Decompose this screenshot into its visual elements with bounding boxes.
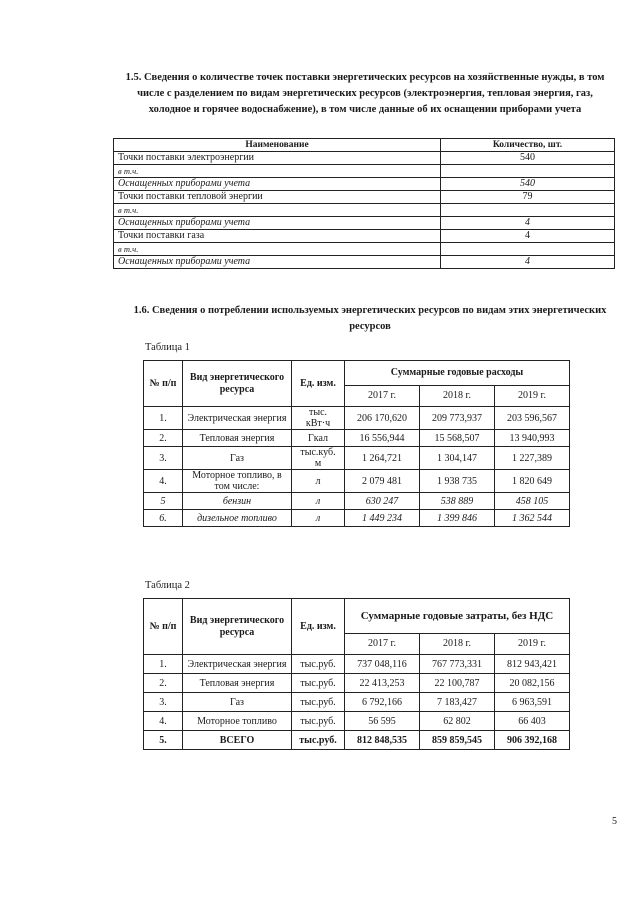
cell-value: 1 227,389 [495,447,570,470]
section-1-6-title: 1.6. Сведения о потреблении используемых энергетических ресурсов по видам этих энергетических ресурсов [133,305,607,332]
cell-unit: тыс.руб. [292,712,345,731]
cell-unit: тыс. кВт·ч [292,407,345,430]
cell-value: 203 596,567 [495,407,570,430]
cell-value: 812 943,421 [494,655,569,674]
table-row [144,470,570,493]
header-year: 2018 г. [419,634,494,655]
table-row [114,243,615,256]
cell-value: 812 848,535 [345,731,420,750]
cell-value: 66 403 [494,712,569,731]
cell-value: 737 048,116 [345,655,420,674]
cell-value: 906 392,168 [494,731,569,750]
cell-num: 6. [144,510,183,527]
cell-type: Электрическая энергия [183,655,292,674]
table-2-caption: Таблица 2 [145,580,190,591]
cell-type: ВСЕГО [183,731,292,750]
header-unit: Ед. изм. [292,361,345,407]
table-row [114,230,615,243]
header-type: Вид энергетического ресурса [183,599,292,655]
cell-value: 767 773,331 [419,655,494,674]
table-row [114,256,615,269]
header-sum: Суммарные годовые затраты, без НДС [345,599,570,634]
cell-value: 13 940,993 [495,430,570,447]
table-row [114,217,615,230]
row-qty: 540 [441,178,615,191]
row-qty: 540 [441,152,615,165]
column-header-name: Наименование [114,139,441,152]
cell-value: 1 264,721 [345,447,420,470]
cell-type: дизельное топливо [183,510,292,527]
cell-unit: тыс.руб. [292,731,345,750]
row-name: Оснащенных приборами учета [114,178,441,191]
header-num: № п/п [144,361,183,407]
table-row [114,165,615,178]
cell-unit: л [292,493,345,510]
table-row [144,510,570,527]
header-unit: Ед. изм. [292,599,345,655]
cell-num: 4. [144,470,183,493]
cell-type: Газ [183,693,292,712]
row-name: Точки поставки тепловой энергии [114,191,441,204]
table-row [144,493,570,510]
cell-value: 6 963,591 [494,693,569,712]
cell-unit: тыс.куб. м [292,447,345,470]
cell-num: 3. [144,693,183,712]
cell-value: 458 105 [495,493,570,510]
table-row [144,407,570,430]
cell-type: Газ [183,447,292,470]
cell-num: 5. [144,731,183,750]
cell-unit: л [292,470,345,493]
cell-value: 1 362 544 [495,510,570,527]
cell-num: 1. [144,655,183,674]
consumption-table [143,360,570,527]
cell-unit: Гкал [292,430,345,447]
table-1-caption: Таблица 1 [145,342,190,353]
cell-value: 2 079 481 [345,470,420,493]
cell-unit: л [292,510,345,527]
cell-unit: тыс.руб. [292,693,345,712]
row-name: Оснащенных приборами учета [114,256,441,269]
costs-table [143,598,570,750]
cell-type: Моторное топливо, в том числе: [183,470,292,493]
cell-num: 2. [144,674,183,693]
header-year: 2019 г. [495,386,570,407]
header-sum: Суммарные годовые расходы [345,361,570,386]
cell-num: 4. [144,712,183,731]
table-row [114,152,615,165]
cell-value: 1 938 735 [420,470,495,493]
cell-type: Моторное топливо [183,712,292,731]
cell-value: 7 183,427 [419,693,494,712]
cell-value: 1 399 846 [420,510,495,527]
row-qty [441,165,615,178]
cell-num: 5 [144,493,183,510]
cell-value: 6 792,166 [345,693,420,712]
page-number: 5 [612,816,617,827]
cell-value: 22 100,787 [419,674,494,693]
cell-unit: тыс.руб. [292,674,345,693]
cell-value: 62 802 [419,712,494,731]
cell-value: 15 568,507 [420,430,495,447]
header-year: 2018 г. [420,386,495,407]
table-row [144,655,570,674]
cell-value: 859 859,545 [419,731,494,750]
cell-value: 1 820 649 [495,470,570,493]
table-row [144,674,570,693]
table-row [144,447,570,470]
row-qty: 79 [441,191,615,204]
cell-value: 538 889 [420,493,495,510]
table-row [114,178,615,191]
column-header-qty: Количество, шт. [441,139,615,152]
table-row [144,712,570,731]
cell-num: 3. [144,447,183,470]
row-name: Точки поставки газа [114,230,441,243]
cell-value: 209 773,937 [420,407,495,430]
cell-type: Электрическая энергия [183,407,292,430]
row-qty: 4 [441,217,615,230]
cell-type: Тепловая энергия [183,430,292,447]
cell-value: 1 449 234 [345,510,420,527]
row-name: в т.ч. [114,243,441,256]
header-num: № п/п [144,599,183,655]
cell-value: 22 413,253 [345,674,420,693]
table-row [144,430,570,447]
cell-value: 630 247 [345,493,420,510]
header-year: 2017 г. [345,386,420,407]
cell-value: 56 595 [345,712,420,731]
row-name: в т.ч. [114,165,441,178]
section-1-5-title: 1.5. Сведения о количестве точек поставки энергетических ресурсов на хозяйственные нужды, в том числе с разделением по видам энергетических ресурсов (электроэнергия, тепловая энергия, газ, холодное и горячее водоснабжение), в том числе данные об их оснащении приборами учета [125,72,605,115]
cell-unit: тыс.руб. [292,655,345,674]
cell-num: 2. [144,430,183,447]
row-qty [441,204,615,217]
table-row [114,191,615,204]
cell-num: 1. [144,407,183,430]
row-qty: 4 [441,230,615,243]
supply-points-table [113,138,615,269]
header-year: 2019 г. [494,634,569,655]
cell-value: 20 082,156 [494,674,569,693]
table-row [144,693,570,712]
row-qty [441,243,615,256]
table-row-total [144,731,570,750]
table-row [114,204,615,217]
cell-type: Тепловая энергия [183,674,292,693]
header-type: Вид энергетического ресурса [183,361,292,407]
cell-value: 16 556,944 [345,430,420,447]
row-name: в т.ч. [114,204,441,217]
header-year: 2017 г. [345,634,420,655]
cell-value: 206 170,620 [345,407,420,430]
row-name: Оснащенных приборами учета [114,217,441,230]
row-qty: 4 [441,256,615,269]
row-name: Точки поставки электроэнергии [114,152,441,165]
cell-type: бензин [183,493,292,510]
cell-value: 1 304,147 [420,447,495,470]
